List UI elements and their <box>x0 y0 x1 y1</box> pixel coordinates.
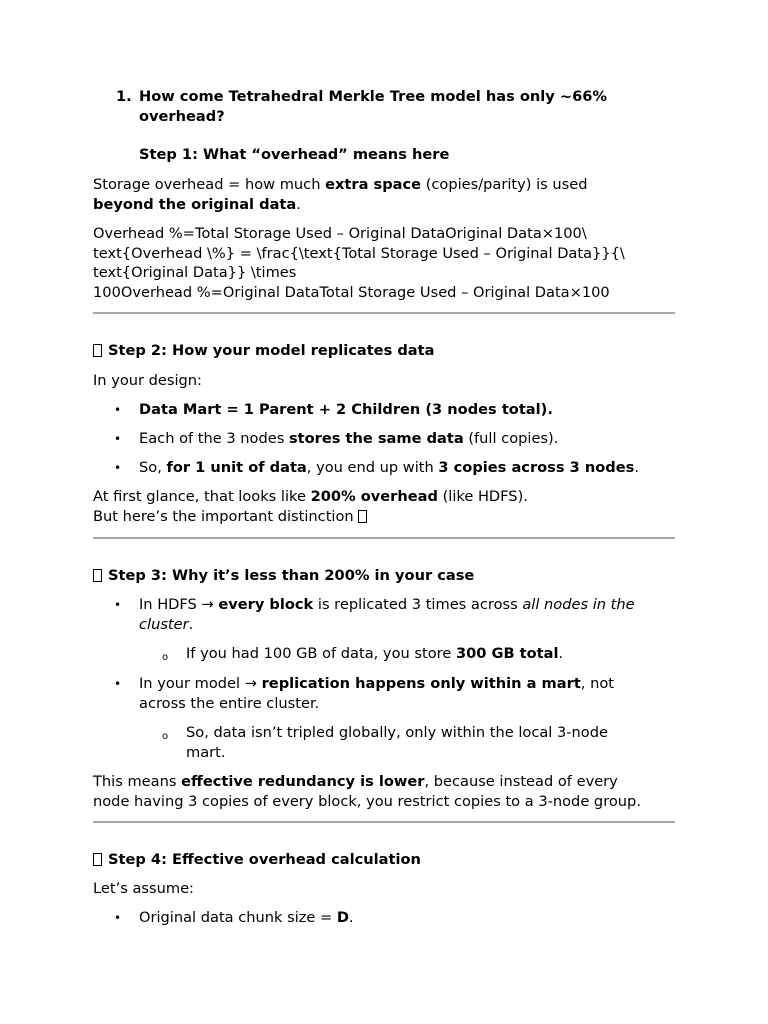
list-item: In your model → replication happens only within a mart, not across the entire cluster. <box>139 675 614 712</box>
formula-line-4: 100Overhead %=Original DataTotal Storage Used – Original Data×100 <box>93 283 610 301</box>
overhead-formula <box>93 224 693 302</box>
divider <box>93 537 675 539</box>
missing-glyph-icon <box>93 853 102 866</box>
formula-line-2: text{Overhead \%} = \frac{\text{Total Storage Used – Original Data}}{\ <box>93 244 625 262</box>
bullet-icon: • <box>114 461 122 475</box>
formula-line-1: Overhead %=Total Storage Used – Original DataOriginal Data×100\ <box>93 225 587 242</box>
step2-intro: In your design: <box>93 372 202 389</box>
list-item: Data Mart = 1 Parent + 2 Children (3 nodes total). <box>139 401 553 418</box>
question-title <box>139 87 679 126</box>
bullet-icon: • <box>114 677 122 691</box>
step2-paragraph: At first glance, that looks like 200% overhead (like HDFS). But here’s the important distinction <box>93 488 528 525</box>
missing-glyph-icon <box>358 510 367 523</box>
step4-heading: Step 4: Effective overhead calculation <box>93 850 683 870</box>
divider <box>93 821 675 823</box>
question-line-2: overhead? <box>139 107 225 125</box>
missing-glyph-icon <box>93 344 102 357</box>
list-item: So, for 1 unit of data, you end up with 3 copies across 3 nodes. <box>139 459 639 476</box>
step1-heading: Step 1: What “overhead” means here <box>139 146 450 163</box>
sub-bullet-icon: o <box>162 652 169 663</box>
bullet-icon: • <box>114 911 122 925</box>
list-number: 1. <box>116 88 132 105</box>
step4-intro: Let’s assume: <box>93 880 194 897</box>
step3-heading: Step 3: Why it’s less than 200% in your case <box>93 566 683 586</box>
step3-paragraph: This means effective redundancy is lower, because instead of every node having 3 copies of every block, you restrict copies to a 3-node group. <box>93 773 641 810</box>
missing-glyph-icon <box>93 569 102 582</box>
bullet-icon: • <box>114 403 122 417</box>
divider <box>93 312 675 314</box>
sub-list-item: If you had 100 GB of data, you store 300 GB total. <box>186 645 564 662</box>
bullet-icon: • <box>114 598 122 612</box>
bullet-icon: • <box>114 432 122 446</box>
sub-bullet-icon: o <box>162 731 169 742</box>
list-item: Original data chunk size = D. <box>139 909 354 926</box>
step2-heading: Step 2: How your model replicates data <box>93 341 683 361</box>
list-item: Each of the 3 nodes stores the same data (full copies). <box>139 430 559 447</box>
list-item: In HDFS → every block is replicated 3 times across all nodes in the cluster. <box>139 596 635 633</box>
question-line-1: How come Tetrahedral Merkle Tree model has only ~66% <box>139 88 608 105</box>
formula-line-3: text{Original Data}} \times <box>93 264 297 281</box>
sub-list-item: So, data isn’t tripled globally, only within the local 3-node mart. <box>186 724 608 761</box>
step1-paragraph: Storage overhead = how much extra space (copies/parity) is used beyond the original data. <box>93 176 588 213</box>
